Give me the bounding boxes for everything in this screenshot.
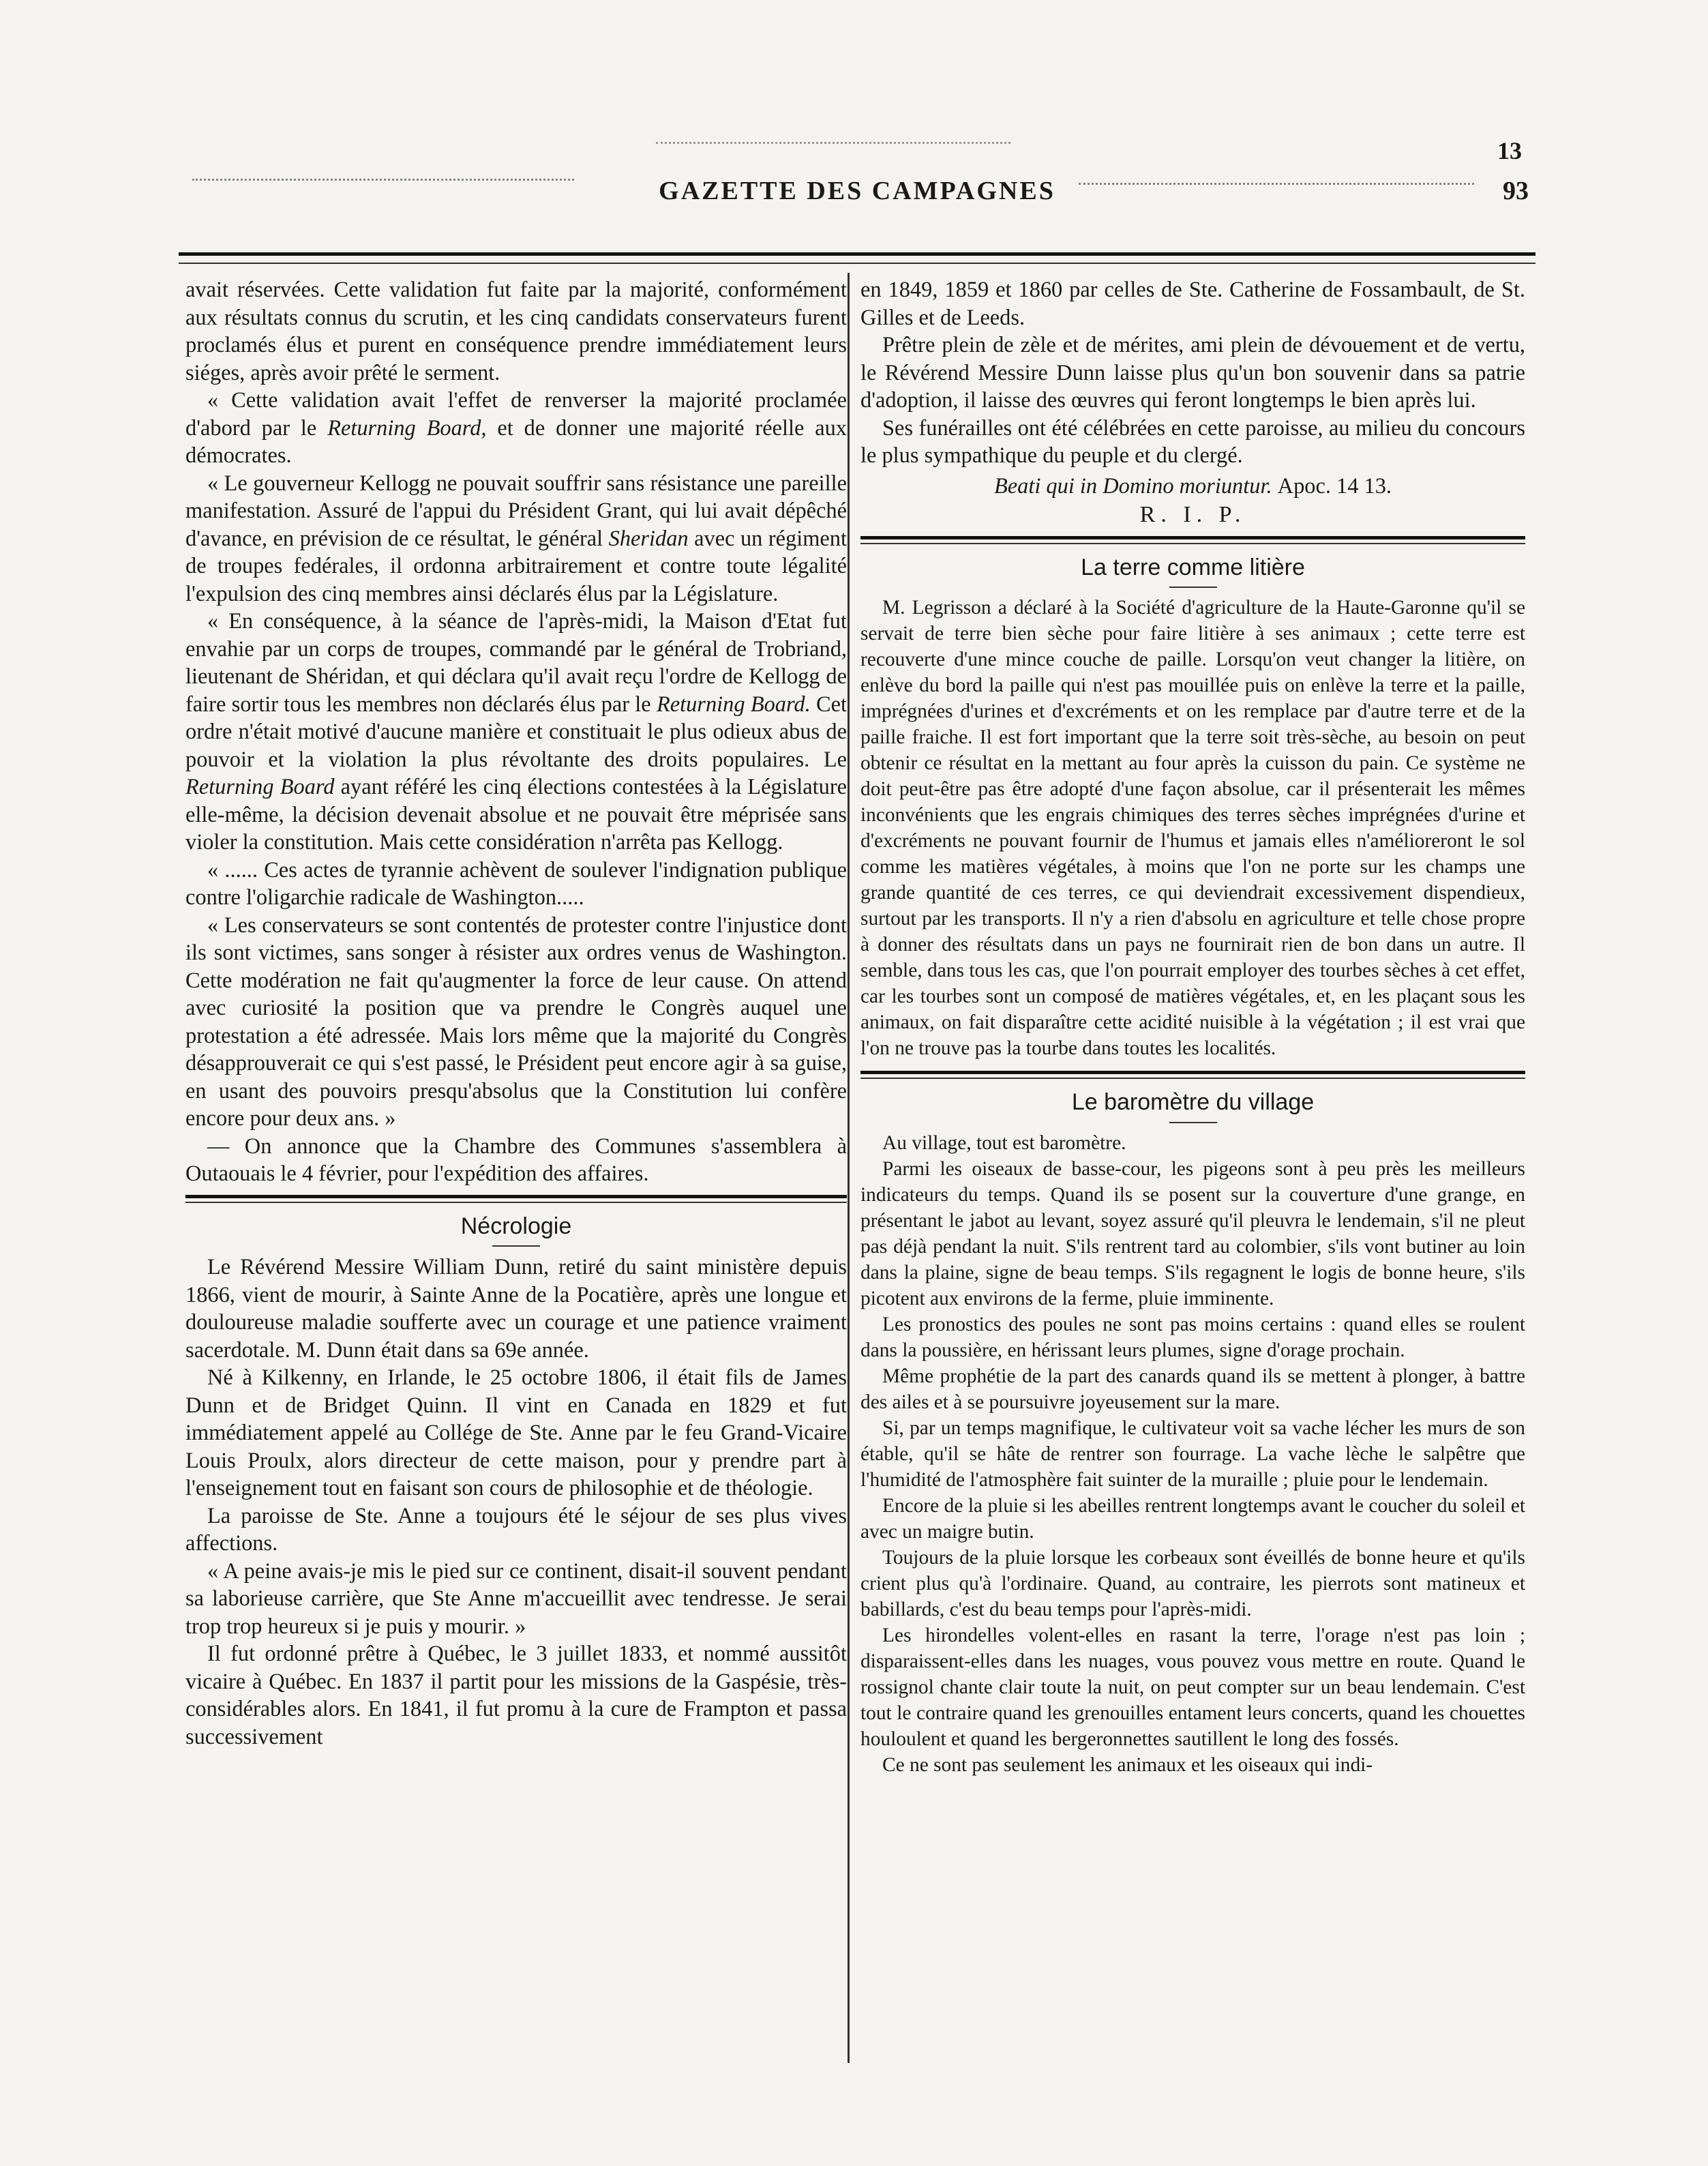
article-paragraph: Même prophétie de la part des canards quand ils se mettent à plonger, à battre des ailes et à se poursuivre joyeusement sur la mare. xyxy=(860,1365,1525,1413)
article-paragraph: « Les conservateurs se sont contentés de protester contre l'injustice dont ils sont victimes, sans songer à résister aux ordres venus de Washington. Cette modération ne fait qu'augmenter la force de leur cause. On attend avec curiosité la position que va prendre le Congrès auquel une protestation a été adressée. Mais lors même que la majorité du Congrès désapprouverait ce qui s'est passé, le Président peut encore agir à sa guise, en usant des pouvoirs presqu'absolus que la Constitution lui confère encore pour deux ans. » xyxy=(185,913,847,1131)
article-paragraph: Les hirondelles volent-elles en rasant la terre, l'orage n'est pas loin ; disparaissent-elles dans les nuages, vous pouvez vous mettre en route. Quand le rossignol chante clair toute la nuit, on peut compter sur un beau lendemain. C'est tout le contraire quand les grenouilles entament leurs concerts, quand les chouettes houloulent et quand les bergeronnettes sautillent le long des fossés. xyxy=(860,1624,1525,1750)
article-paragraph: Ce ne sont pas seulement les animaux et les oiseaux qui indi- xyxy=(882,1753,1373,1776)
page-number: 93 xyxy=(1503,177,1529,205)
obituary-paragraph: « A peine avais-je mis le pied sur ce continent, disait-il souvent pendant sa laborieuse carrière, que Ste Anne m'accueillit avec tendresse. Je serai trop trop heureux si je puis y mourir. » xyxy=(185,1558,847,1639)
article-paragraph: « En conséquence, à la séance de l'après-midi, la Maison d'Etat fut envahie par un corps de troupes, commandé par le général de Trobriand, lieutenant de Shéridan, et qui déclara qu'il avait reçu l'ordre de Kellogg de faire sortir tous les membres non déclarés élus par le Returning Board. Cet ordre n'était motivé d'aucune manière et constituait le plus odieux abus de pouvoir et la violation la plus révoltante des droits populaires. Le Returning Board ayant référé les cinq élections contestées à la Législature elle-même, la décision devenait absolue et ne pouvait être méprisée sans violer la constitution. Mais cette considération n'arrêta pas Kellogg. xyxy=(185,609,847,855)
header-rule-thin xyxy=(179,263,1535,264)
right-column xyxy=(860,276,1525,2063)
newspaper-title: GAZETTE DES CAMPAGNES xyxy=(659,177,1055,205)
rip-mark: R. I. P. xyxy=(1139,502,1246,527)
article-paragraph: Parmi les oiseaux de basse-cour, les pigeons sont à peu près les meilleurs indicateurs du temps. Quand ils se posent sur la couverture d'une grange, en présentant le jabot au levant, soyez assuré qu'il pleuvra le lendemain, s'il ne pleut pas déjà pendant la nuit. S'ils rentrent tard au colombier, s'ils vont butiner au loin dans la plaine, signe de beau temps. S'ils regagnent le logis de bonne heure, s'ils picotent aux environs de la ferme, pluie imminente. xyxy=(860,1157,1525,1309)
necrologie-heading: Nécrologie xyxy=(460,1213,572,1239)
obituary-paragraph: Né à Kilkenny, en Irlande, le 25 octobre 1806, il était fils de James Dunn et de Bridget Quinn. Il vint en Canada en 1829 et fut immédiatement appelé au Collége de Ste. Anne par le feu Grand-Vicaire Louis Proulx, alors directeur de cette maison, pour y prendre part à l'enseignement tout en faisant son cours de philosophie et de théologie. xyxy=(185,1365,847,1500)
obituary-paragraph: Il fut ordonné prêtre à Québec, le 3 juillet 1833, et nommé aussitôt vicaire à Québec. En 1837 il partit pour les missions de la Gaspésie, très-considérables alors. En 1841, il fut promu à la cure de Frampton et passa successivement xyxy=(185,1642,847,1749)
faded-print-top xyxy=(656,142,1010,144)
terre-litiere-heading: La terre comme litière xyxy=(1081,554,1305,580)
obituary-paragraph: Ses funérailles ont été célébrées en cette paroisse, au milieu du concours le plus sympathique du peuple et du clergé. xyxy=(860,415,1525,468)
heading-underline xyxy=(492,1245,540,1247)
article-paragraph: Au village, tout est baromètre. xyxy=(882,1131,1126,1154)
article-paragraph: Si, par un temps magnifique, le cultivateur voit sa vache lécher les murs de son étable, qu'il se hâte de rentrer son fourrage. La vache lèche le salpêtre que l'humidité de l'atmosphère fait suinter de la muraille ; pluie pour le lendemain. xyxy=(860,1416,1525,1491)
article-paragraph: M. Legrisson a déclaré à la Société d'agriculture de la Haute-Garonne qu'il se servait de terre bien sèche pour faire litière à ses animaux ; cette terre est recouverte d'une mince couche de paille. Lorsqu'on veut changer la litière, on enlève du bord la paille qui n'est pas mouillée puis on enlève la terre et la paille, imprégnées d'urines et d'excréments et on les remplace par d'autre terre et de la paille fraiche. Il est fort important que la terre soit très-sèche, au besoin on peut obtenir ce résultat en la mettant au four après la cuisson du pain. Ce système ne doit peut-être pas être adopté d'une façon absolue, car il présenterait les mêmes inconvénients que les engrais chimiques des terres sèches imprégnées d'urine et d'excréments ne pouvant fournir de l'humus et jamais elles n'amélioreront le sol comme les matières végétales, à moins que l'on ne porte sur les champs une grande quantité de ces terres, ce qui deviendrait excessivement dispendieux, surtout par les transports. Il n'y a rien d'absolu en agriculture et telle chose propre à donner des résultats dans un pays ne fournirait rien de bon dans un autre. Il semble, dans tous les cas, que l'on pourrait employer des tourbes sèches à cet effet, car les tourbes sont un composé de matières végétales, et, en les plaçant sous les animaux, on fait disparaître cette acidité nuisible à la végétation ; il est vrai que l'on ne trouve pas la tourbe dans toutes les localités. xyxy=(860,597,1525,1059)
quote-reference: Apoc. 14 13. xyxy=(1277,473,1392,499)
column-divider xyxy=(848,273,850,2063)
article-paragraph: « Cette validation avait l'effet de renverser la majorité proclamée d'abord par le Returning Board, et de donner une majorité réelle aux démocrates. xyxy=(185,388,847,468)
latin-quote: Beati qui in Domino moriuntur. Apoc. 14 13. xyxy=(993,473,1392,499)
article-paragraph: Les pronostics des poules ne sont pas moins certains : quand elles se roulent dans la poussière, en hérissant leurs plumes, signe d'orage prochain. xyxy=(860,1313,1525,1361)
section-rule xyxy=(860,1071,1525,1079)
heading-underline xyxy=(1169,587,1217,588)
obituary-paragraph: La paroisse de Ste. Anne a toujours été le séjour de ses plus vives affections. xyxy=(185,1503,847,1556)
article-paragraph: Encore de la pluie si les abeilles rentrent longtemps avant le coucher du soleil et avec un maigre butin. xyxy=(860,1494,1525,1543)
article-paragraph: « ...... Ces actes de tyrannie achèvent de soulever l'indignation publique contre l'oligarchie radicale de Washington..... xyxy=(185,857,847,910)
article-paragraph: Toujours de la pluie lorsque les corbeaux sont éveillés de bonne heure et qu'ils crient plus qu'à l'ordinaire. Quand, au contraire, les pierrots sont matineux et babillards, c'est du beau temps pour l'après-midi. xyxy=(860,1546,1525,1620)
article-paragraph: « Le gouverneur Kellogg ne pouvait souffrir sans résistance une pareille manifestation. Assuré de l'appui du Président Grant, qui lui avait dépêché d'avance, en prévision de ce résultat, le général Sheridan avec un régiment de troupes fedérales, il ordonna arbitrairement et contre toute légalité l'expulsion des cinq membres ainsi déclarés élus par la Législature. xyxy=(185,471,847,606)
barometre-heading: Le baromètre du village xyxy=(1071,1089,1315,1115)
obituary-paragraph: Prêtre plein de zèle et de mérites, ami plein de dévouement et de vertu, le Révérend Messire Dunn laisse plus qu'un bon souvenir dans sa patrie d'adoption, il laisse des œuvres qui feront longtemps le bien après lui. xyxy=(860,333,1525,413)
page-header xyxy=(179,136,1535,211)
article-paragraph: — On annonce que la Chambre des Communes s'assemblera à Outaouais le 4 février, pour l'expédition des affaires. xyxy=(185,1133,847,1186)
article-paragraph: avait réservées. Cette validation fut faite par la majorité, conformément aux résultats connus du scrutin, et les cinq candidats conservateurs furent proclamés élus et purent en conséquence prendre immédiatement leurs siéges, après avoir prêté le serment. xyxy=(185,278,847,385)
section-rule xyxy=(185,1195,847,1203)
obituary-paragraph: en 1849, 1859 et 1860 par celles de Ste. Catherine de Fossambault, de St. Gilles et de Leeds. xyxy=(860,278,1525,330)
section-rule xyxy=(860,536,1525,544)
obituary-paragraph: Le Révérend Messire William Dunn, retiré du saint ministère depuis 1866, vient de mourir, à Sainte Anne de la Pocatière, après une longue et douloureuse maladie soufferte avec un courage et une patience vraiment sacerdotale. M. Dunn était dans sa 69e année. xyxy=(185,1255,847,1363)
corner-mark: 13 xyxy=(1497,137,1522,164)
heading-underline xyxy=(1169,1122,1217,1123)
left-column xyxy=(185,276,847,2063)
header-rule-thick xyxy=(179,252,1535,256)
